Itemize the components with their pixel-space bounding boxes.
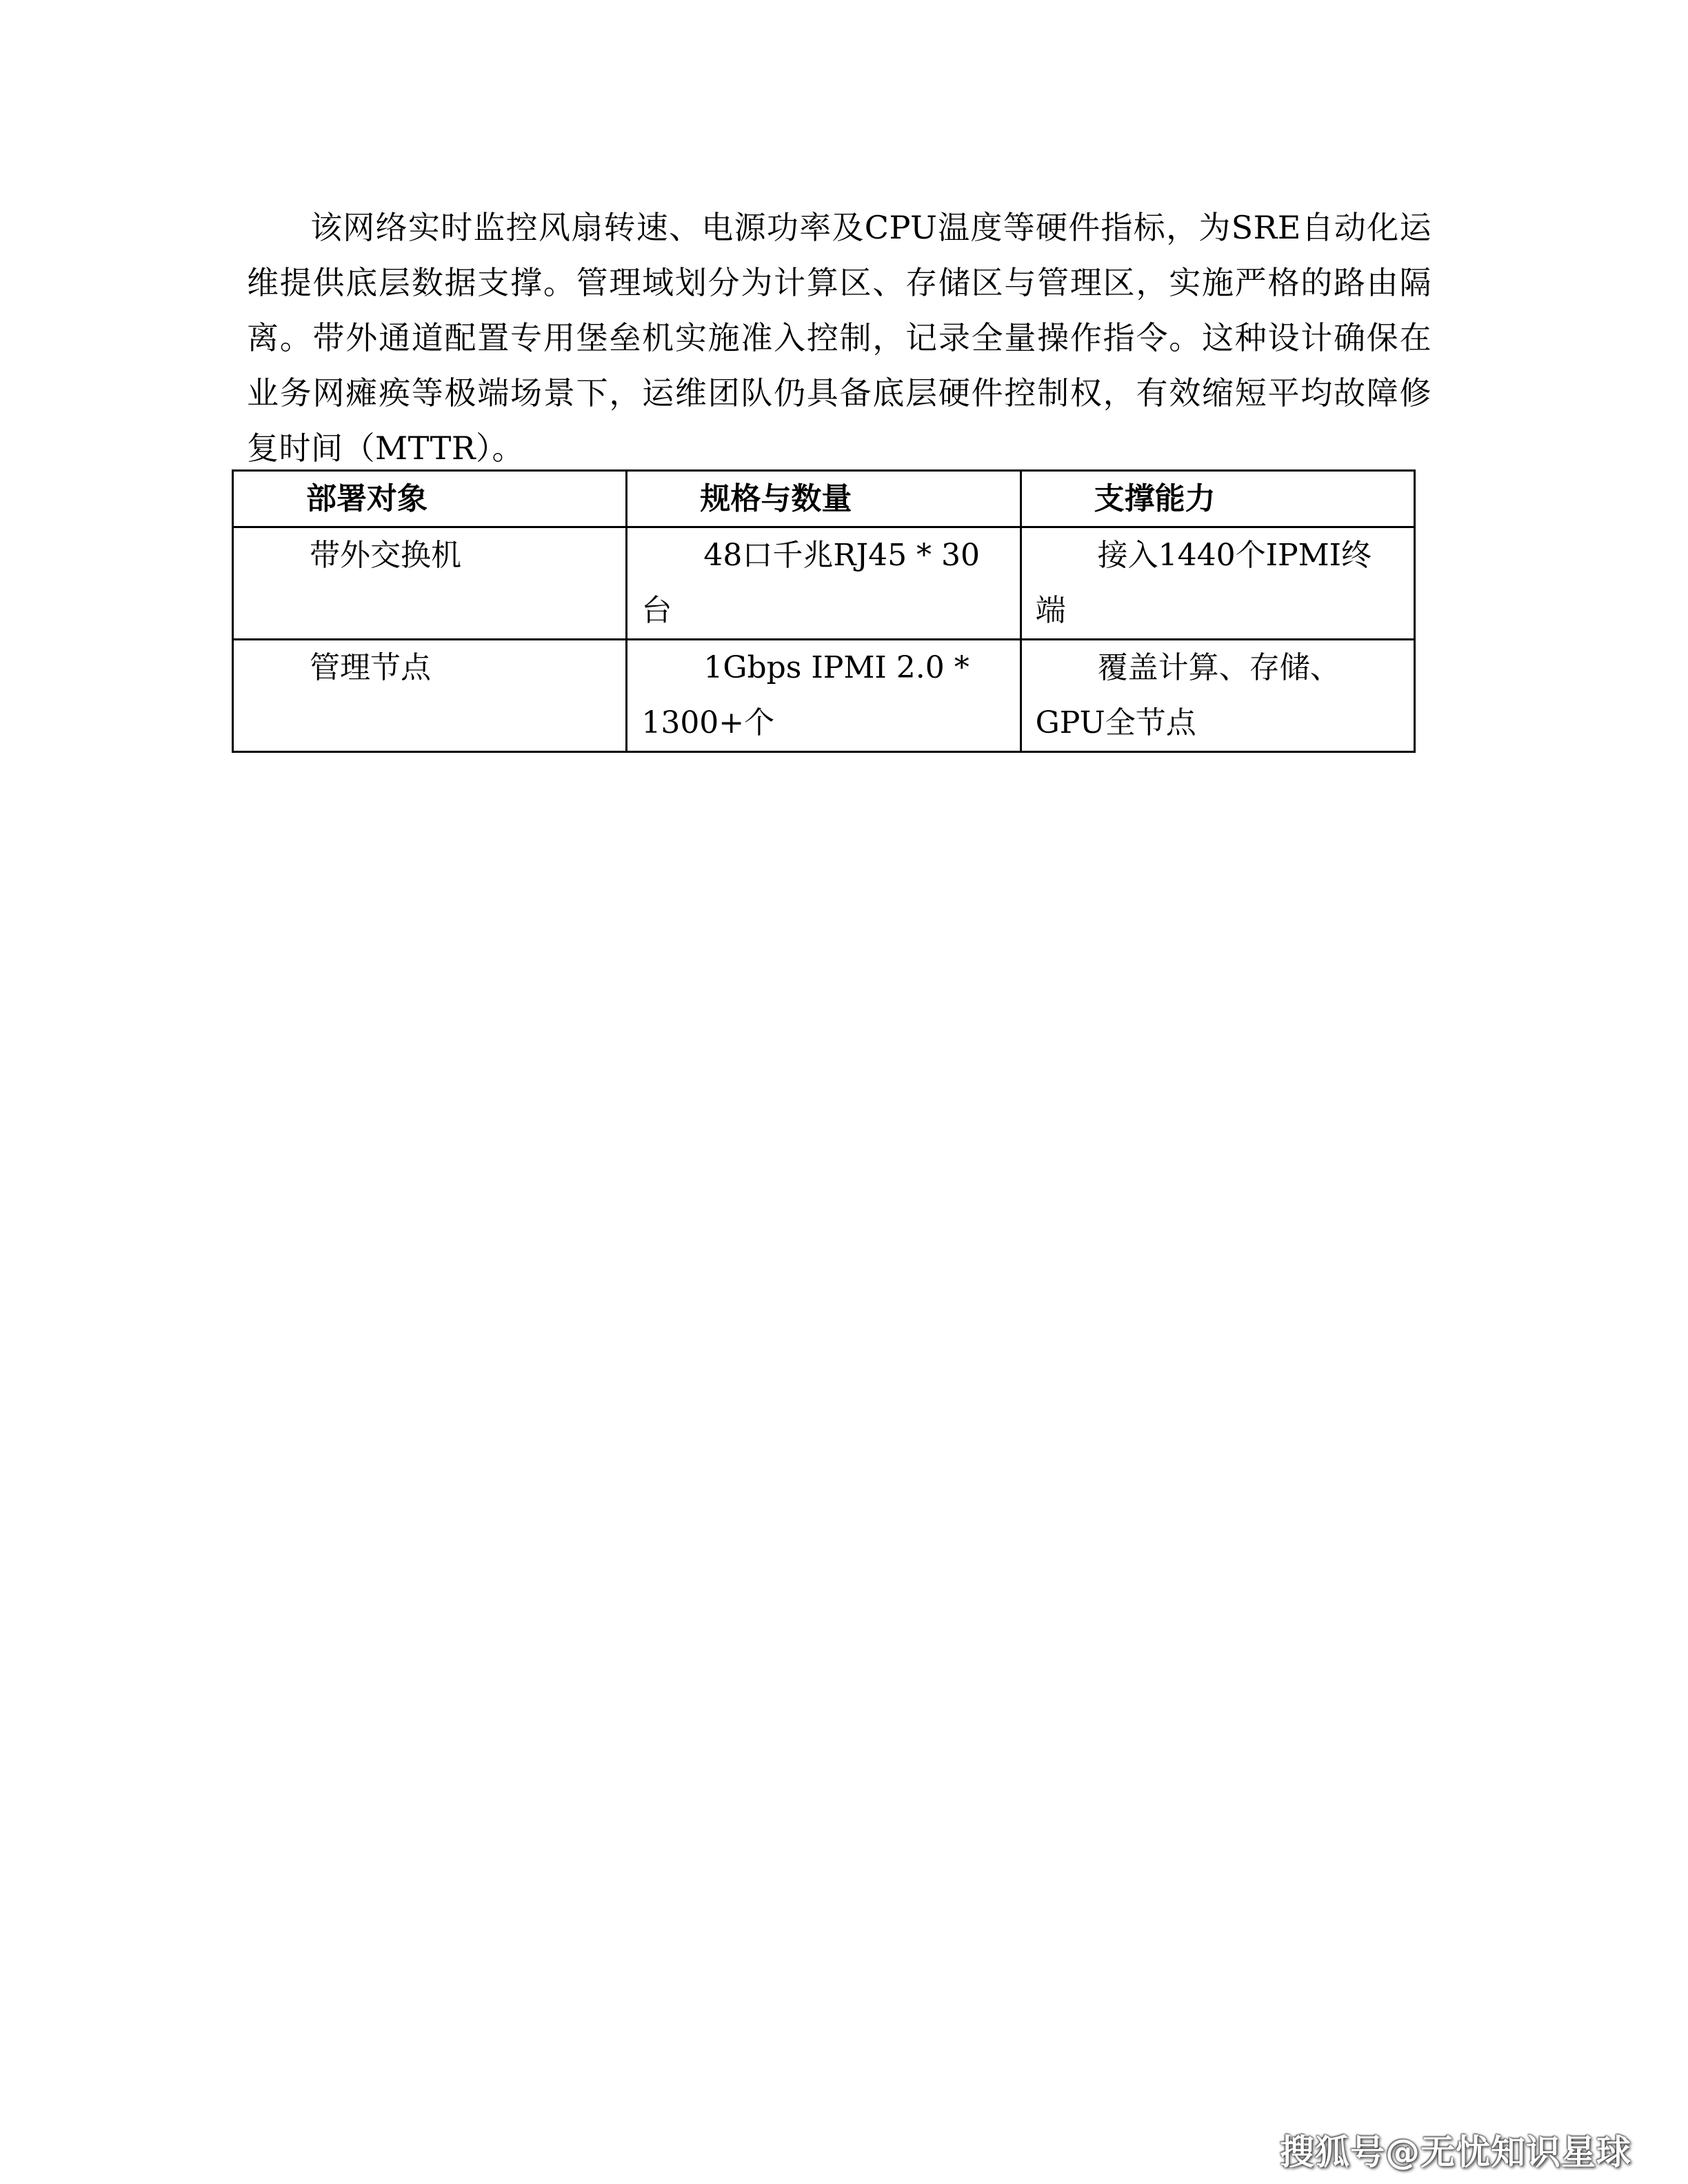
body-paragraph: 该网络实时监控风扇转速、电源功率及CPU温度等硬件指标，为SRE自动化运维提供底层数据支撑。管理域划分为计算区、存储区与管理区，实施严格的路由隔离。带外通道配置专用堡垒机实施准入控制，记录全量操作指令。这种设计确保在业务网瘫痪等极端场景下，运维团队仍具备底层硬件控制权，有效缩短平均故障修复时间（MTTR）。 [247,209,1431,467]
header-spec-quantity: 规格与数量 [627,471,1021,527]
cell-object: 管理节点 [233,640,627,752]
table-row [233,527,1415,640]
cell-object: 带外交换机 [233,527,627,640]
cell-spec: 48口千兆RJ45 * 30台 [627,527,1021,640]
table-row [233,640,1415,752]
cell-spec: 1Gbps IPMI 2.0 * 1300+个 [627,640,1021,752]
header-deployment-object: 部署对象 [233,471,627,527]
cell-capability: 覆盖计算、存储、GPU全节点 [1021,640,1414,752]
cell-capability: 接入1440个IPMI终端 [1021,527,1414,640]
deployment-table [232,469,1416,753]
header-support-capability: 支撑能力 [1021,471,1414,527]
table-header-row [233,471,1415,527]
watermark: 搜狐号@无忧知识星球 [1280,2132,1631,2172]
